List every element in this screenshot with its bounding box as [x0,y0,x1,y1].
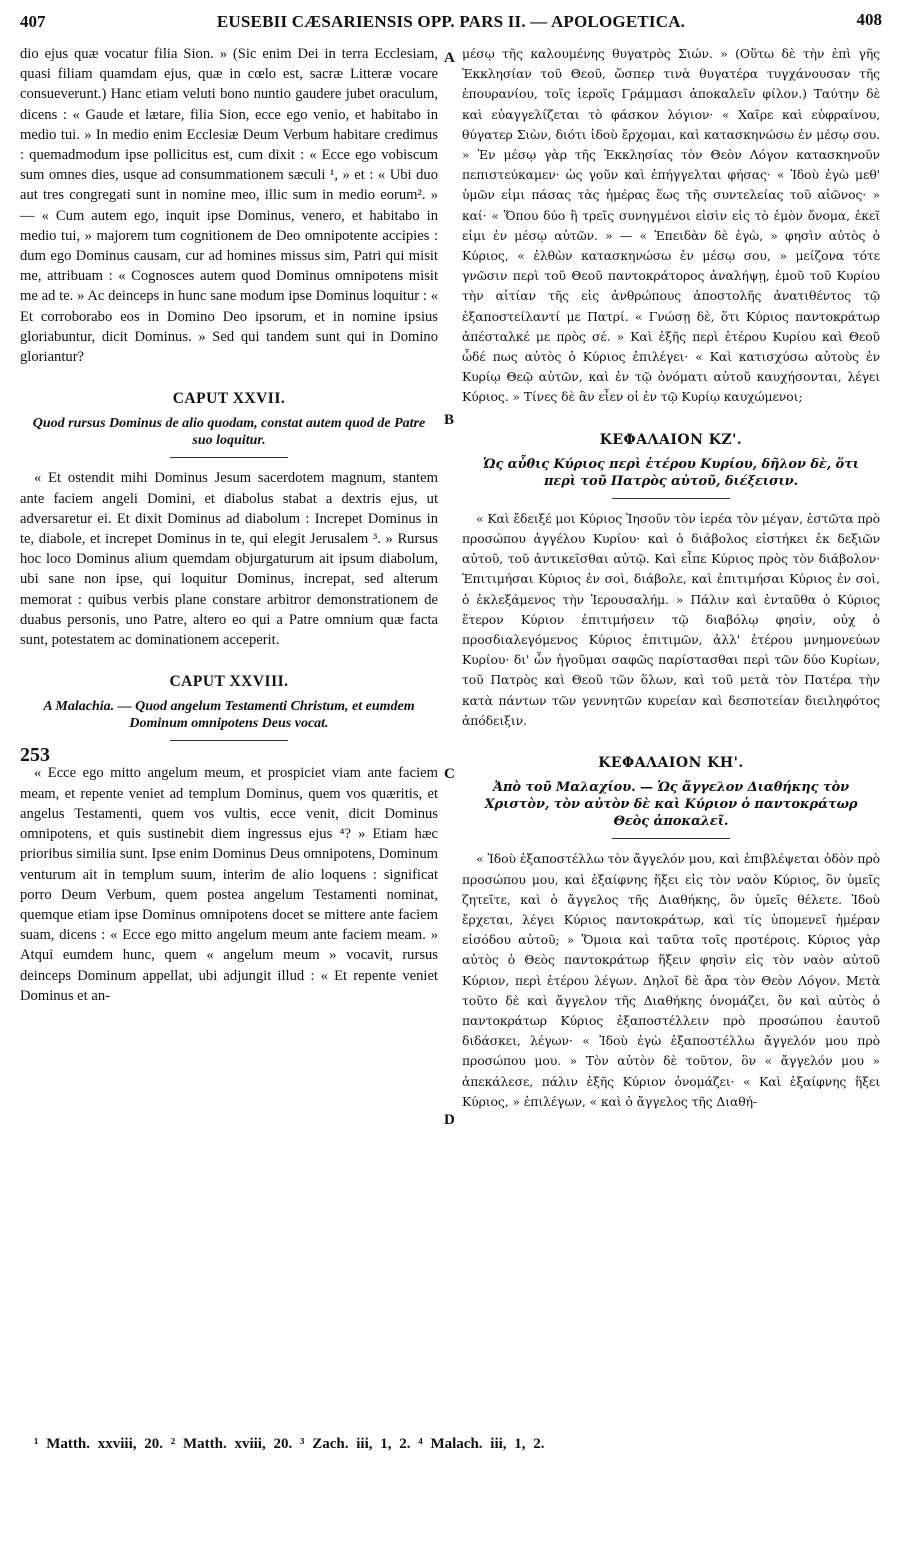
latin-column [20,44,438,1006]
page-number-right: 408 [856,10,882,29]
latin-chapter-28-title: CAPUT XXVIII. [169,673,289,691]
greek-chapter-27-title: ΚΕΦΑΛΑΙΟΝ ΚΖ'. [599,431,743,448]
latin-chapter-27-title: CAPUT XXVII. [172,390,286,408]
latin-chapter-28-summary: A Malachia. — Quod angelum Testamenti Christum, et eumdem Dominum omnipotens Deus vocat. [43,699,415,732]
divider [612,838,730,839]
footnotes: ¹ Matth. xxviii, 20. ² Matth. xviii, 20. ³ Zach. iii, 1, 2. ⁴ Malach. iii, 1, 2. [34,1436,545,1452]
latin-paragraph-2: « Et ostendit mihi Dominus Jesum sacerdotem magnum, stantem ante faciem angeli Domini, et diabolus stabat a dextris ejus, ut adversaretur ei. Et dixit Dominus ad diabolum : Increpet Dominus in te, diabole, et increpet Dominus in te, qui elegit Jerusalem ³. » Rursus hoc loco Dominus alium quemdam objurgaturum ait ipsum diabolum, ubi sane non ipse, qui loquitur Dominus, increpat, sed alterum memorat : quibus verbis plane constare arbitror demonstrationem de duabus personis, uno Patre, altero eo qui a Patre omnium quæ facta sunt, potestatem ac dominationem acceperit. [20,470,438,649]
margin-letter-b: B [444,412,455,428]
greek-chapter-28-summary: Ἀπὸ τοῦ Μαλαχίου. — Ὡς ἄγγελον Διαθήκης τὸν Χριστὸν, τὸν αὐτὸν δὲ καὶ Κύριον ὁ παντοκράτωρ Θεὸς ἀποκαλεῖ. [484,780,858,830]
margin-letter-d: D [444,1112,455,1128]
margin-letter-a: A [444,50,455,66]
page-title: EUSEBII CÆSARIENSIS OPP. PARS II. — APOLOGETICA. [216,12,686,31]
greek-paragraph-2: « Καὶ ἔδειξέ μοι Κύριος Ἰησοῦν τὸν ἱερέα τὸν μέγαν, ἑστῶτα πρὸ προσώπου ἀγγέλου Κυρίου· καὶ ὁ διάβολος εἱστήκει ἐκ δεξιῶν αὐτοῦ, τοῦ ἀντικεῖσθαι αὐτῷ. Καὶ εἶπε Κύριος πρὸς τὸν διάβολον· Ἐπιτιμήσαι Κύριος ἐν σοὶ, διάβολε, καὶ ἐπιτιμήσαι Κύριος ἐν σοὶ, ὁ ἐκλεξάμενος τὴν Ἱερουσαλήμ. » Πάλιν καὶ ἐνταῦθα ὁ Κύριος ἕτερον Κύριον ἐπιτιμήσειν τῷ διαβόλῳ φησὶν, οὐχ ὁ προσδιαλεγόμενος Κύριος ἐπιτιμῶν, ἀλλ' ἑτέρου μνημονεύων Κυρίου· δι' ὧν ἡγοῦμαι σαφῶς παρίστασθαι περὶ τῶν δύο Κυρίων, τοῦ Πατρὸς καὶ Θεοῦ τῶν ὅλων, καὶ τοῦ μετὰ τὸν Πατέρα τὴν κατὰ πάντων τῶν γεννητῶν κυρείαν καὶ δεσποτείαν διειληφότος ἀπόδειξιν. [462,510,880,728]
greek-chapter-28-title: ΚΕΦΑΛΑΙΟΝ ΚΗ'. [598,755,744,772]
page-marker: 253 [20,744,50,766]
page-number-left: 407 [20,12,46,31]
greek-paragraph-3: « Ἰδοὺ ἐξαποστέλλω τὸν ἄγγελόν μου, καὶ ἐπιβλέψεται ὁδὸν πρὸ προσώπου μου, καὶ ἐξαίφνης ἥξει εἰς τὸν ναὸν Κύριος, ὃν ὑμεῖς ζητεῖτε, καὶ ὁ ἄγγελος τῆς Διαθήκης, ὃν ὑμεῖς θέλετε. Ἰδοὺ ἔρχεται, λέγει Κύριος παντοκράτωρ, καὶ τίς ὑπομενεῖ ἡμέραν εἰσόδου αὐτοῦ; » Ὅμοια καὶ ταῦτα τοῖς προτέροις. Κύριος γὰρ αὐτὸς ὁ Θεὸς παντοκράτωρ ἥξειν φησὶν εἰς τὸν ναὸν αὐτοῦ Κύριον, περὶ ἑτέρου λέγων. Δηλοῖ δὲ ἄρα τὸν Θεὸν Λόγον. Μετὰ τοῦτο δὲ καὶ ἄγγελον τῆς Διαθήκης ὀνομάζει, ὃν καὶ αὐτὸς ὁ παντοκράτωρ Κύριος ἐξαποστέλλειν πρὸ προσώπου ἑαυτοῦ διδάσκει, λέγων· « Ἰδοὺ ἐγὼ ἐξαποστέλλω ἄγγελόν μου πρὸ προσώπου μου. » Τὸν αὐτὸν δὲ τοῦτον, ὃν « ἄγγελόν μου » ἀπεκάλεσε, πάλιν ἑξῆς Κύριον ὀνομάζει· « Καὶ ἐξαίφνης ἥξει Κύριος, » ἐπιλέγων, « καὶ ὁ ἄγγελος τῆς Διαθή- [462,851,880,1109]
divider [170,740,288,741]
margin-letter-c: C [444,766,455,782]
latin-paragraph-1: dio ejus quæ vocatur filia Sion. » (Sic enim Dei in terra Ecclesiam, quasi filiam quamdam ejus, quæ in cœlo est, sacræ Litteræ vocare consueverunt.) Hanc etiam veluti bono nuntio gaudere jubet oraculum, dicens : « Gaude et lætare, filia Sion, ecce ego venio, et habitabo in medio tui. » In medio enim Ecclesiæ Deum Verbum habitare credimus : quemadmodum ipse pollicitus est, cum dixit : « Ecce ego vobiscum sum omnes dies, usque ad consummationem sæculi ¹, » et : « Ubi duo aut tres congregati sunt in nomine meo, illic sum in medio eorum². » — « Cum autem ego, inquit ipse Dominus, venero, et habitabo in medio tui, » majorem tum cognitionem de Deo omnipotente accipies : dum ego Dominus causam, cur ad homines missus sim, Patri qui misit me, attribuam : « Cognosces autem quod Dominus omnipotens misit me ad te. » Ac deinceps in hunc sane modum ipse Dominus loquitur : « Et corroborabo eos in Domino Deo ipsorum, et in nomine ipsius gloriabuntur, dicit Dominus. » Sed qui tandem sunt qui in Domino gloriantur? [20,46,438,366]
running-head [20,6,882,36]
greek-column [462,44,880,1112]
greek-paragraph-1: μέσῳ τῆς καλουμένης θυγατρὸς Σιών. » (Οὕτω δὲ τὴν ἐπὶ γῆς Ἐκκλησίαν τοῦ Θεοῦ, ὥσπερ τινὰ θυγατέρα τυγχάνουσαν τῆς ἐπουρανίου, τοῖς ἱεροῖς Γράμμασι ἀποκαλεῖν φίλον.) Ταύτην δὲ καὶ εὐαγγελίζεται τὸ φάσκον λόγιον· « Χαῖρε καὶ εὐφραίνου, θύγατερ Σιὼν, διότι ἰδοὺ ἔρχομαι, καὶ κατασκηνώσω ἐν μέσῳ σου. » Ἐν μέσῳ γὰρ τῆς Ἐκκλησίας τὸν Θεὸν Λόγον κατασκηνοῦν πεπιστεύκαμεν· ὡς γοῦν καὶ ἐπήγγελται φήσας· « Ἰδοὺ ἐγὼ μεθ' ὑμῶν εἰμι πάσας τὰς ἡμέρας ἕως τῆς συντελείας τοῦ αἰῶνος· » καί· « Ὅπου δύο ἢ τρεῖς συνηγμένοι εἰσὶν εἰς τὸ ἐμὸν ὄνομα, ἐκεῖ εἰμι ἐν μέσῳ αὐτῶν. » — « Ἐπειδὰν δὲ ἐγὼ, » φησὶν αὐτὸς ὁ Κύριος, « ἐλθὼν κατασκηνώσω ἐν μέσῳ σου, » μείζονα τότε γνῶσιν περὶ τοῦ Θεοῦ παντοκράτορος ἀναλήψῃ, ἐμοῦ τοῦ Κυρίου τὴν αἰτίαν τῆς εἰς ἀνθρώπους ἀποστολῆς ἀνατιθέντος τῷ ἐξαποστείλαντί με Πατρί. « Γνώσῃ δὲ, ὅτι Κύριος παντοκράτωρ ἀπέσταλκέ με πρὸς σέ. » Καὶ ἑξῆς περὶ ἑτέρου Κυρίου καὶ Θεοῦ ὧδέ πως αὐτὸς ὁ Κύριος ἐπιλέγει· « Καὶ κατισχύσω αὐτοὺς ἐν Κυρίῳ Θεῷ αὐτῶν, καὶ ἐν τῷ ὀνόματι αὐτοῦ καυχήσονται, λέγει Κύριος. » Τίνες δὲ ἂν εἶεν οἱ ἐν τῷ Κυρίῳ καυχώμενοι; [462,46,880,405]
latin-chapter-27-summary: Quod rursus Dominus de alio quodam, constat autem quod de Patre suo loquitur. [32,416,426,449]
divider [612,498,730,499]
greek-chapter-27-summary: Ὡς αὖθις Κύριος περὶ ἑτέρου Κυρίου, δῆλον δὲ, ὅτι περὶ τοῦ Πατρὸς αὐτοῦ, διέξεισιν. [483,456,859,489]
latin-paragraph-3: « Ecce ego mitto angelum meum, et prospiciet viam ante faciem meam, et repente veniet ad templum Dominus, quem vos quæritis, et angelus Testamenti, quem vos vultis, ecce venit, dicit Dominus omnipotens, et quis sustinebit diem ingressus ejus ⁴? » Etiam hæc prioribus similia sunt. Ipse enim Dominus Deus omnipotens, Dominum venturum ait in templum suum, interim de alio loquens : significat porro Deum Verbum, quem postea angelum Testamenti nominat, quemque etiam ipse Dominus omnipotens docet se mittere ante faciem suam, dicens : « Ecce ego mitto angelum meum ante faciem meam. » Atqui eumdem hunc, quem « angelum meum » vocavit, rursus deinceps Dominum appellat, ubi adjungit illud : « Et repente veniet Dominus et an- [20,765,438,1004]
divider [170,457,288,458]
